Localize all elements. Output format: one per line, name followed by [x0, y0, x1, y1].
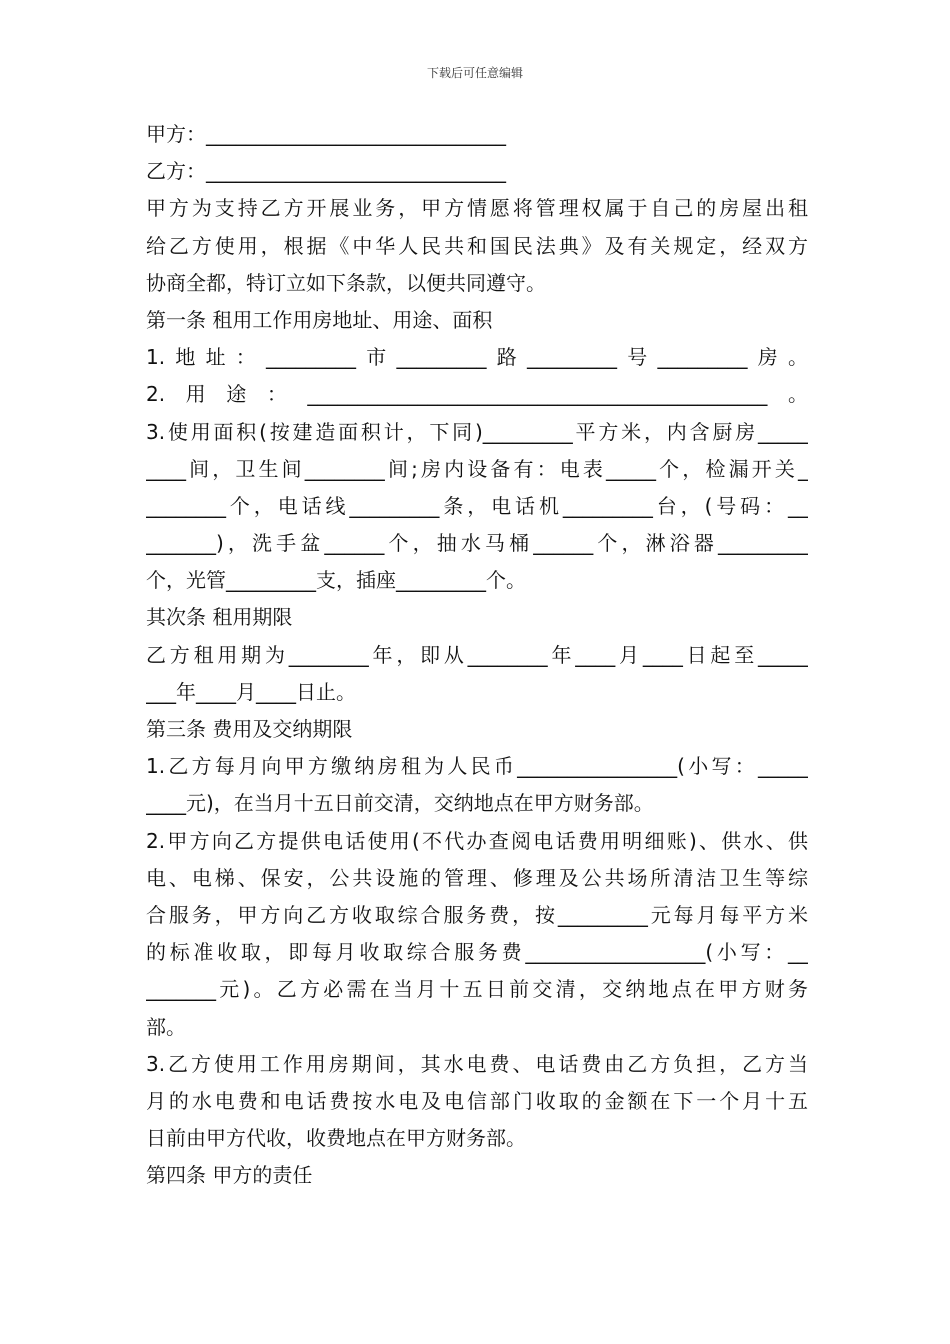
area-line: _______)，洗手盆______个，抽水马桶______个，淋浴器_________ [146, 531, 808, 556]
party-b-line: 乙方：______________________________ [146, 159, 506, 184]
service-fee-line: 电、电梯、保安，公共设施的管理、修理及公共场所清洁卫生等综 [146, 865, 808, 890]
page-header-note: 下载后可任意编辑 [426, 66, 523, 80]
utilities-line: 月的水电费和电话费按水电及电信部门收取的金额在下一个月十五 [146, 1088, 808, 1113]
service-fee-line: 合服务，甲方向乙方收取综合服务费，按_________元每月每平方米 [146, 902, 808, 927]
article-3-heading: 第三条 费用及交纳期限 [146, 717, 353, 741]
area-line: ________个，电话线_________条，电话机_________台，(号码：__ [146, 493, 808, 518]
contract-body [146, 116, 808, 1194]
utilities-line: 日前由甲方代收，收费地点在甲方财务部。 [146, 1126, 526, 1151]
area-line: 个，光管_________支，插座_________个。 [146, 568, 526, 593]
term-line: ___年____月____日止。 [146, 679, 356, 704]
service-fee-line: 部。 [146, 1014, 186, 1039]
usage-line: 2.用途：______________________________________________。 [146, 382, 808, 407]
term-line: 乙方租用期为________年，即从________年____月____日起至_____ [146, 642, 808, 667]
area-line: ____间，卫生间________间;房内设备有：电表_____个，检漏开关_ [146, 456, 808, 481]
article-4-heading: 第四条 甲方的责任 [146, 1163, 313, 1188]
address-line: 1.地址：_________市_________路_________号_________房。 [146, 345, 808, 370]
area-line: 3.使用面积(按建造面积计，下同)_________平方米，内含厨房_____ [146, 419, 808, 444]
utilities-line: 3.乙方使用工作用房期间，其水电费、电话费由乙方负担，乙方当 [146, 1051, 808, 1076]
service-fee-line: 2.甲方向乙方提供电话使用(不代办查阅电话费用明细账)、供水、供 [146, 828, 808, 853]
party-a-line: 甲方：______________________________ [146, 122, 506, 146]
service-fee-line: 的标准收取，即每月收取综合服务费__________________(小写：__ [146, 940, 808, 965]
article-2-heading: 其次条 租用期限 [146, 605, 293, 630]
preamble-line: 甲方为支持乙方开展业务，甲方情愿将管理权属于自己的房屋出租 [146, 196, 808, 221]
preamble-line: 协商全都，特订立如下条款，以便共同遵守。 [146, 270, 546, 295]
service-fee-line: _______元)。乙方必需在当月十五日前交清，交纳地点在甲方财务 [146, 977, 808, 1002]
article-1-heading: 第一条 租用工作用房地址、用途、面积 [146, 307, 493, 332]
rent-line: 1.乙方每月向甲方缴纳房租为人民币________________(小写：_____ [146, 754, 808, 779]
rent-line: ____元)，在当月十五日前交清，交纳地点在甲方财务部。 [146, 791, 654, 816]
preamble-line: 给乙方使用，根据《中华人民共和国民法典》及有关规定，经双方 [146, 233, 808, 258]
